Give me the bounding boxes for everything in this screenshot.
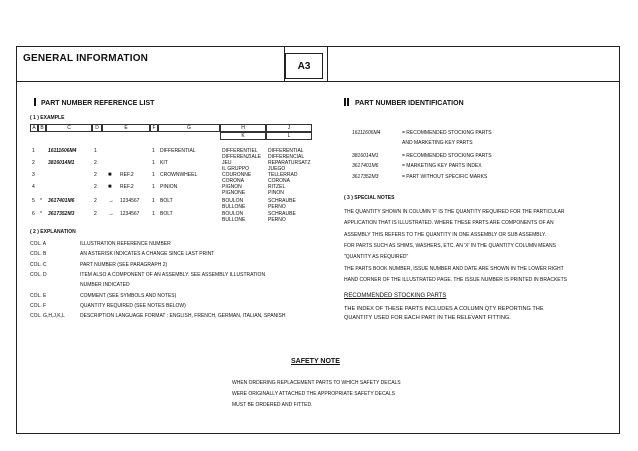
identification-code: 3617352M3	[352, 174, 379, 180]
table-cell-g: CROWNWHEEL	[160, 172, 198, 178]
table-cell-f: 1	[152, 172, 155, 178]
table-cell-h: BOULON BULLONE	[222, 211, 246, 223]
explanation-value: QUANTITY REQUIRED (SEE NOTES BELOW)	[80, 302, 186, 309]
identification-title: PART NUMBER IDENTIFICATION	[355, 100, 464, 107]
explanation-item	[20, 303, 320, 311]
table-header-cell: A	[30, 124, 38, 132]
table-cell-c: 3617401M6	[48, 198, 75, 204]
table-cell-d: 2	[94, 160, 97, 166]
table-header-cell: D	[92, 124, 102, 132]
table-cell-d: 2	[94, 211, 97, 217]
identification-item	[352, 130, 612, 138]
table-cell-f: 1	[152, 184, 155, 190]
table-header-cell: F	[150, 124, 158, 132]
identification-heading	[344, 98, 464, 107]
roman-numeral-bar	[344, 98, 346, 106]
ref-box-icon: ■	[108, 172, 112, 178]
identification-desc: AND MARKETING KEY PARTS	[402, 140, 473, 146]
table-cell-j: TELLERRAD CORONA	[268, 172, 298, 184]
special-notes-line: HAND CORNER OF THE ILLUSTRATED PAGE. THE ISSUE NUMBER IS PRINTED IN BRACKETS	[344, 276, 567, 283]
table-cell-f: 1	[152, 160, 155, 166]
special-notes-line: "QUANTITY AS REQUIRED"	[344, 254, 409, 261]
table-cell-d: 2	[94, 172, 97, 178]
identification-desc: = RECOMMENDED STOCKING PARTS	[402, 153, 492, 159]
roman-numeral-bar	[34, 98, 36, 106]
safety-note-line: WHEN ORDERING REPLACEMENT PARTS TO WHICH SAFETY DECALS	[232, 380, 401, 386]
table-cell-d: 1	[94, 148, 97, 154]
table-cell-h: COURONNE CORONA	[222, 172, 252, 184]
table-subheader-cell: K	[220, 132, 266, 140]
explanation-value: AN ASTERISK INDICATES A CHANGE SINCE LAST PRINT	[80, 251, 215, 258]
explanation-value: COMMENT (SEE SYMBOLS AND NOTES)	[80, 292, 177, 299]
explanation-item	[20, 282, 320, 290]
explanation-key: COL. G,H,J,K,L	[30, 313, 65, 320]
table-cell-a: 6	[32, 211, 35, 217]
table-row	[30, 198, 312, 212]
identification-desc: = MARKETING KEY PARTS INDEX	[402, 163, 482, 169]
arrow-right-icon: →	[108, 198, 114, 204]
table-row	[30, 184, 312, 198]
identification-item	[352, 153, 612, 161]
header-title-cell	[17, 47, 285, 81]
identification-item	[352, 174, 612, 182]
table-header-cell: H	[220, 124, 266, 132]
table-cell-j: SCHRAUBE PERNO	[268, 211, 296, 223]
arrow-right-icon: →	[108, 211, 114, 217]
explanation-key: COL. E	[30, 292, 47, 299]
special-notes-line: THE PARTS BOOK NUMBER, ISSUE NUMBER AND DATE ARE SHOWN IN THE LOWER RIGHT	[344, 265, 564, 272]
special-notes-line: FOR PARTS SUCH AS SHIMS, WASHERS, ETC. AN 'X' IN THE QUANTITY COLUMN MEANS	[344, 242, 556, 249]
table-cell-h: DIFFERENTIEL DIFFERENZIALE	[222, 148, 261, 160]
table-cell-g: KIT	[160, 160, 168, 166]
table-cell-j: DIFFERENTIAL DIFFERENCIAL	[268, 148, 305, 160]
table-cell-h: JEU IL GRUPPO	[222, 160, 250, 172]
table-cell-h: PIGNON PIGNONE	[222, 184, 246, 196]
special-notes-label: ( 3 ) SPECIAL NOTES	[344, 195, 395, 201]
section-code: A3	[297, 61, 311, 72]
safety-note-title: SAFETY NOTE	[291, 358, 340, 365]
explanation-key: COL. F	[30, 302, 47, 309]
explanation-value: ITEM ALSO A COMPONENT OF AN ASSEMBLY. SEE ASSEMBLY ILLUSTRATION	[80, 271, 266, 278]
table-subheader-cell: L	[266, 132, 312, 140]
table-cell-f: 1	[152, 211, 155, 217]
rsp-line: THE INDEX OF THESE PARTS INCLUDES A COLUMN QTY REPORTING THE	[344, 306, 544, 312]
rsp-title: RECOMMENDED STOCKING PARTS	[344, 293, 447, 299]
special-notes-line: THE QUANTITY SHOWN IN COLUMN 'F' IS THE QUANTITY REQUIRED FOR THE PARTICULAR	[344, 209, 565, 215]
reference-list-title: PART NUMBER REFERENCE LIST	[41, 100, 155, 107]
table-header-cell: E	[102, 124, 150, 132]
table-cell-b: *	[40, 198, 42, 204]
table-cell-d: 2	[94, 198, 97, 204]
identification-item	[352, 163, 612, 171]
table-cell-c: 3816014M1	[48, 160, 75, 166]
identification-code: 3617401M6	[352, 163, 379, 169]
identification-desc: = RECOMMENDED STOCKING PARTS	[402, 130, 492, 136]
explanation-key: COL. C	[30, 261, 47, 268]
table-row	[30, 211, 312, 225]
reference-table-header	[30, 124, 312, 140]
table-cell-e: REF.2	[120, 172, 134, 178]
explanation-item	[20, 262, 320, 270]
identification-code: 16111606M4	[352, 130, 381, 136]
table-cell-g: DIFFERENTIAL	[160, 148, 196, 154]
table-header-cell: B	[38, 124, 46, 132]
table-cell-a: 4	[32, 184, 35, 190]
table-header-cell: G	[158, 124, 220, 132]
identification-desc: = PART WITHOUT SPECIFIC MARKS	[402, 174, 488, 180]
table-cell-b: *	[40, 211, 42, 217]
table-cell-e: REF.2	[120, 184, 134, 190]
table-cell-a: 3	[32, 172, 35, 178]
table-cell-g: BOLT	[160, 198, 173, 204]
table-header-cell: C	[46, 124, 92, 132]
table-cell-j: SCHRAUBE PERNO	[268, 198, 296, 210]
explanation-item	[20, 293, 320, 301]
table-cell-c: 16111606M4	[48, 148, 77, 154]
table-cell-e: 1234567	[120, 198, 140, 204]
identification-item	[352, 140, 612, 148]
table-cell-e: 1234567	[120, 211, 140, 217]
special-notes-line: ASSEMBLY THIS REFERS TO THE QUANTITY IN ONE ASSEMBLY OR SUB ASSEMBLY.	[344, 231, 547, 238]
table-cell-g: PINION	[160, 184, 178, 190]
table-cell-f: 1	[152, 148, 155, 154]
section-code-box	[285, 53, 323, 79]
safety-note-line: WERE ORIGINALLY ATTACHED THE APPROPRIATE SAFETY DECALS	[232, 391, 396, 397]
explanation-key: COL. A	[30, 241, 47, 247]
explanation-item	[20, 313, 320, 321]
explanation-key: COL. D	[30, 271, 47, 278]
table-cell-g: BOLT	[160, 211, 173, 217]
ref-box-icon: ■	[108, 184, 112, 190]
explanation-value: PART NUMBER (SEE PARAGRAPH 2)	[80, 261, 168, 268]
table-cell-f: 1	[152, 198, 155, 204]
header-bar	[17, 47, 619, 82]
table-cell-h: BOULON BULLONE	[222, 198, 246, 210]
table-header-cell: J	[266, 124, 312, 132]
header-blank-cell	[327, 47, 619, 81]
explanation-key: COL. B	[30, 251, 47, 258]
explanation-item	[20, 272, 320, 280]
table-cell-a: 2	[32, 160, 35, 166]
example-label: ( 1 ) EXAMPLE	[30, 115, 65, 121]
reference-list-heading	[34, 98, 154, 107]
explanation-value: DESCRIPTION LANGUAGE FORMAT : ENGLISH, FRENCH, GERMAN, ITALIAN, SPANISH	[80, 313, 286, 320]
table-cell-c: 3617352M3	[48, 211, 75, 217]
safety-note-line: MUST BE ORDERED AND FITTED.	[232, 402, 313, 408]
roman-numeral-bar	[347, 98, 349, 106]
table-cell-j: REPARATURSATZ JUEGO	[268, 160, 311, 172]
explanation-value: NUMBER INDICATED	[80, 282, 130, 289]
table-cell-d: 2	[94, 184, 97, 190]
page-title: GENERAL INFORMATION	[23, 53, 149, 64]
explanation-label: ( 2 ) EXPLANATION	[30, 229, 76, 235]
explanation-item	[20, 251, 320, 259]
table-cell-a: 1	[32, 148, 35, 154]
explanation-item	[20, 241, 320, 249]
table-cell-a: 5	[32, 198, 35, 204]
rsp-line: QUANTITY USED FOR EACH PART IN THE RELEVANT FITTING.	[344, 315, 511, 321]
special-notes-line: APPLICATION THAT IS ILLUSTRATED. WHERE THESE PARTS ARE COMPONENTS OF AN	[344, 220, 554, 227]
table-cell-j: RITZEL PINON	[268, 184, 286, 196]
explanation-value: ILLUSTRATION REFERENCE NUMBER	[80, 241, 171, 247]
identification-code: 3816014M1	[352, 153, 379, 159]
